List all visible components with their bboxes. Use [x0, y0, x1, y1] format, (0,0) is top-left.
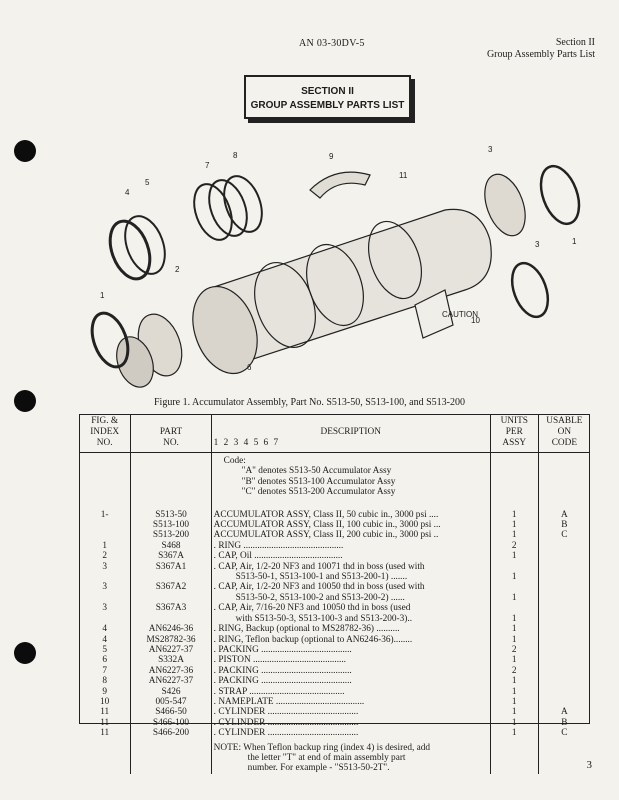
description-cell: . CAP, Oil ......................................	[211, 551, 490, 561]
usable-on-code-cell	[538, 603, 590, 613]
units-per-assy-cell	[490, 582, 538, 592]
binding-hole-bottom	[14, 642, 36, 664]
section-title-box	[244, 75, 411, 119]
table-row	[79, 530, 590, 540]
units-per-assy-cell: 1	[490, 593, 538, 603]
description-cell: ACCUMULATOR ASSY, Class II, 50 cubic in., 3000 psi ....	[211, 510, 490, 520]
fig-index-cell	[79, 593, 131, 603]
table-row	[79, 687, 590, 697]
title-box-line-1: SECTION II	[301, 86, 354, 97]
part-number-cell: S513-50	[131, 510, 211, 520]
note-row	[79, 739, 590, 774]
document-number: AN 03-30DV-5	[299, 38, 365, 49]
usable-on-code-cell	[538, 666, 590, 676]
part-number-cell: AN6227-37	[131, 645, 211, 655]
units-per-assy-cell: 1	[490, 520, 538, 530]
callout-1-right: 1	[572, 237, 577, 246]
units-per-assy-cell: 2	[490, 541, 538, 551]
description-cell: . CYLINDER .......................................	[211, 707, 490, 717]
section-title: Group Assembly Parts List	[486, 49, 595, 60]
usable-on-code-cell	[538, 624, 590, 634]
part-number-cell: AN6227-37	[131, 676, 211, 686]
fig-index-cell: 3	[79, 603, 131, 613]
fig-index-cell: 9	[79, 687, 131, 697]
description-cell: . RING ...........................................	[211, 541, 490, 551]
table-row	[79, 718, 590, 728]
table-row	[79, 624, 590, 634]
callout-5-left: 5	[145, 178, 150, 187]
fig-index-cell: 6	[79, 655, 131, 665]
callout-7: 7	[205, 161, 210, 170]
usable-on-code-cell: C	[561, 530, 568, 541]
usable-on-code-cell	[538, 551, 590, 561]
fig-index-cell: 3	[79, 582, 131, 592]
fig-index-cell: 11	[79, 718, 131, 728]
callout-4: 4	[125, 188, 130, 197]
fig-index-cell: 8	[79, 676, 131, 686]
callout-1-left: 1	[100, 291, 105, 300]
col-header-fig-index: FIG. & INDEX NO.	[79, 414, 131, 453]
usable-on-code-cell	[538, 655, 590, 665]
units-per-assy-cell: 1	[490, 728, 538, 738]
fig-index-cell: 4	[79, 635, 131, 645]
table-row	[79, 635, 590, 645]
units-per-assy-cell: 1	[490, 697, 538, 707]
description-cell: . CYLINDER .......................................	[211, 718, 490, 728]
fig-index-cell	[79, 530, 131, 540]
assembly-note: NOTE: When Teflon backup ring (index 4) is desired, add the letter "T" at end of main assembly part number. For example - "S513-50-2T".	[211, 739, 490, 774]
part-number-cell: S426	[131, 687, 211, 697]
fig-index-cell: 3	[79, 562, 131, 572]
fig-index-cell: 1	[79, 541, 131, 551]
fig-index-cell: 2	[79, 551, 131, 561]
section-label: Section II	[555, 37, 595, 48]
part-number-cell: S367A	[131, 551, 211, 561]
callout-2: 2	[175, 265, 180, 274]
description-cell: . NAMEPLATE ......................................	[211, 697, 490, 707]
units-per-assy-cell: 1	[490, 676, 538, 686]
units-per-assy-cell: 1	[490, 718, 538, 728]
part-number-cell: MS28782-36	[131, 635, 211, 645]
col-header-units-per-assy: UNITS PER ASSY	[490, 414, 538, 453]
description-cell: . PACKING .......................................	[211, 676, 490, 686]
usable-on-code-cell: A	[561, 707, 568, 718]
part-number-cell: 005-547	[131, 697, 211, 707]
part-number-cell: S332A	[131, 655, 211, 665]
fig-index-cell	[79, 520, 131, 530]
usable-on-code-cell	[538, 572, 590, 582]
callout-8: 8	[233, 151, 238, 160]
part-number-cell: AN6227-36	[131, 666, 211, 676]
usable-on-code-cell	[538, 687, 590, 697]
part-number-cell	[131, 614, 211, 624]
table-row	[79, 666, 590, 676]
units-per-assy-cell: 1	[490, 572, 538, 582]
usable-on-code-cell	[538, 697, 590, 707]
code-legend-row	[79, 453, 590, 498]
table-row	[79, 551, 590, 561]
table-row	[79, 582, 590, 592]
part-number-cell: S513-100	[131, 520, 211, 530]
part-number-cell	[131, 572, 211, 582]
table-row	[79, 562, 590, 572]
usable-on-code-cell: B	[561, 717, 568, 728]
table-row	[79, 676, 590, 686]
table-row	[79, 707, 590, 717]
page-number: 3	[586, 759, 592, 771]
part-number-cell: S466-100	[131, 718, 211, 728]
part-number-cell: S466-50	[131, 707, 211, 717]
part-number-cell: S367A2	[131, 582, 211, 592]
usable-on-code-cell	[538, 635, 590, 645]
col-header-description: DESCRIPTION 1 2 3 4 5 6 7	[211, 414, 490, 453]
units-per-assy-cell: 1	[490, 614, 538, 624]
fig-index-cell	[79, 572, 131, 582]
code-legend: Code: "A" denotes S513-50 Accumulator Assy "B" denotes S513-100 Accumulator Assy "C" denotes S513-200 Accumulator Assy	[211, 453, 490, 498]
fig-index-cell: 5	[79, 645, 131, 655]
table-row	[79, 645, 590, 655]
description-cell: . RING, Teflon backup (optional to AN6246-36)........	[211, 635, 490, 645]
callout-10: 10	[471, 316, 480, 325]
figure-caption: Figure 1. Accumulator Assembly, Part No. S513-50, S513-100, and S513-200	[153, 397, 465, 408]
description-cell: . CAP, Air, 7/16-20 NF3 and 10050 thd in boss (used	[211, 603, 490, 613]
accumulator-exploded-view	[85, 140, 585, 390]
usable-on-code-cell	[538, 645, 590, 655]
fig-index-cell: 4	[79, 624, 131, 634]
table-row	[79, 593, 590, 603]
parts-list-table	[79, 414, 590, 774]
usable-on-code-cell	[538, 614, 590, 624]
units-per-assy-cell: 1	[490, 530, 538, 540]
description-cell: S513-50-1, S513-100-1 and S513-200-1) .......	[211, 572, 490, 582]
description-cell: ACCUMULATOR ASSY, Class II, 200 cubic in., 3000 psi ..	[211, 530, 490, 540]
part-number-cell: S513-200	[131, 530, 211, 540]
usable-on-code-cell	[538, 541, 590, 551]
units-per-assy-cell	[490, 603, 538, 613]
usable-on-code-cell	[538, 593, 590, 603]
units-per-assy-cell: 1	[490, 551, 538, 561]
description-cell: ACCUMULATOR ASSY, Class II, 100 cubic in., 3000 psi ...	[211, 520, 490, 530]
table-row	[79, 655, 590, 665]
fig-index-cell	[79, 614, 131, 624]
description-cell: . RING, Backup (optional to MS28782-36) ..........	[211, 624, 490, 634]
table-row	[79, 541, 590, 551]
usable-on-code-cell: B	[561, 520, 568, 531]
col-header-part-no: PART NO.	[131, 414, 211, 453]
description-cell: S513-50-2, S513-100-2 and S513-200-2) ......	[211, 593, 490, 603]
callout-11: 11	[399, 171, 408, 180]
part-number-cell: S466-200	[131, 728, 211, 738]
description-cell: with S513-50-3, S513-100-3 and S513-200-3)..	[211, 614, 490, 624]
units-per-assy-cell: 1	[490, 655, 538, 665]
usable-on-code-cell: A	[561, 509, 568, 520]
table-row	[79, 728, 590, 738]
table-row	[79, 603, 590, 613]
description-cell: . CAP, Air, 1/2-20 NF3 and 10071 thd in boss (used with	[211, 562, 490, 572]
description-cell: . STRAP .........................................	[211, 687, 490, 697]
part-number-cell: S468	[131, 541, 211, 551]
col-header-usable-on-code: USABLE ON CODE	[538, 414, 590, 453]
page-header-right	[487, 37, 595, 61]
units-per-assy-cell: 1	[490, 635, 538, 645]
description-cell: . PISTON ........................................	[211, 655, 490, 665]
part-number-cell	[131, 593, 211, 603]
fig-index-cell: 10	[79, 697, 131, 707]
part-number-cell: S367A3	[131, 603, 211, 613]
part-number-cell: AN6246-36	[131, 624, 211, 634]
description-cell: . PACKING .......................................	[211, 645, 490, 655]
spacer-row	[79, 498, 590, 510]
fig-index-cell: 7	[79, 666, 131, 676]
usable-on-code-cell	[538, 676, 590, 686]
units-per-assy-cell: 1	[490, 624, 538, 634]
fig-index-cell: 11	[79, 728, 131, 738]
fig-index-cell: 1-	[79, 510, 131, 520]
usable-on-code-cell	[538, 582, 590, 592]
description-cell: . CYLINDER .......................................	[211, 728, 490, 738]
units-per-assy-cell: 2	[490, 666, 538, 676]
table-row	[79, 520, 590, 530]
callout-6: 6	[247, 363, 252, 372]
description-cell: . PACKING .......................................	[211, 666, 490, 676]
callout-3-right-second: 3	[535, 240, 540, 249]
title-box-line-2: GROUP ASSEMBLY PARTS LIST	[250, 100, 405, 111]
units-per-assy-cell: 1	[490, 707, 538, 717]
table-row	[79, 510, 590, 520]
usable-on-code-cell	[538, 562, 590, 572]
units-per-assy-cell: 2	[490, 645, 538, 655]
usable-on-code-cell: C	[561, 728, 568, 739]
description-cell: . CAP, Air, 1/2-20 NF3 and 10050 thd in boss (used with	[211, 582, 490, 592]
part-number-cell: S367A1	[131, 562, 211, 572]
callout-9: 9	[329, 152, 334, 161]
units-per-assy-cell: 1	[490, 510, 538, 520]
table-row	[79, 572, 590, 582]
nameplate-caption: CAUTION	[442, 310, 478, 319]
units-per-assy-cell	[490, 562, 538, 572]
fig-index-cell: 11	[79, 707, 131, 717]
binding-hole-top	[14, 140, 36, 162]
table-row	[79, 697, 590, 707]
callout-3-right: 3	[488, 145, 493, 154]
table-row	[79, 614, 590, 624]
units-per-assy-cell: 1	[490, 687, 538, 697]
table-header-row	[79, 414, 590, 453]
